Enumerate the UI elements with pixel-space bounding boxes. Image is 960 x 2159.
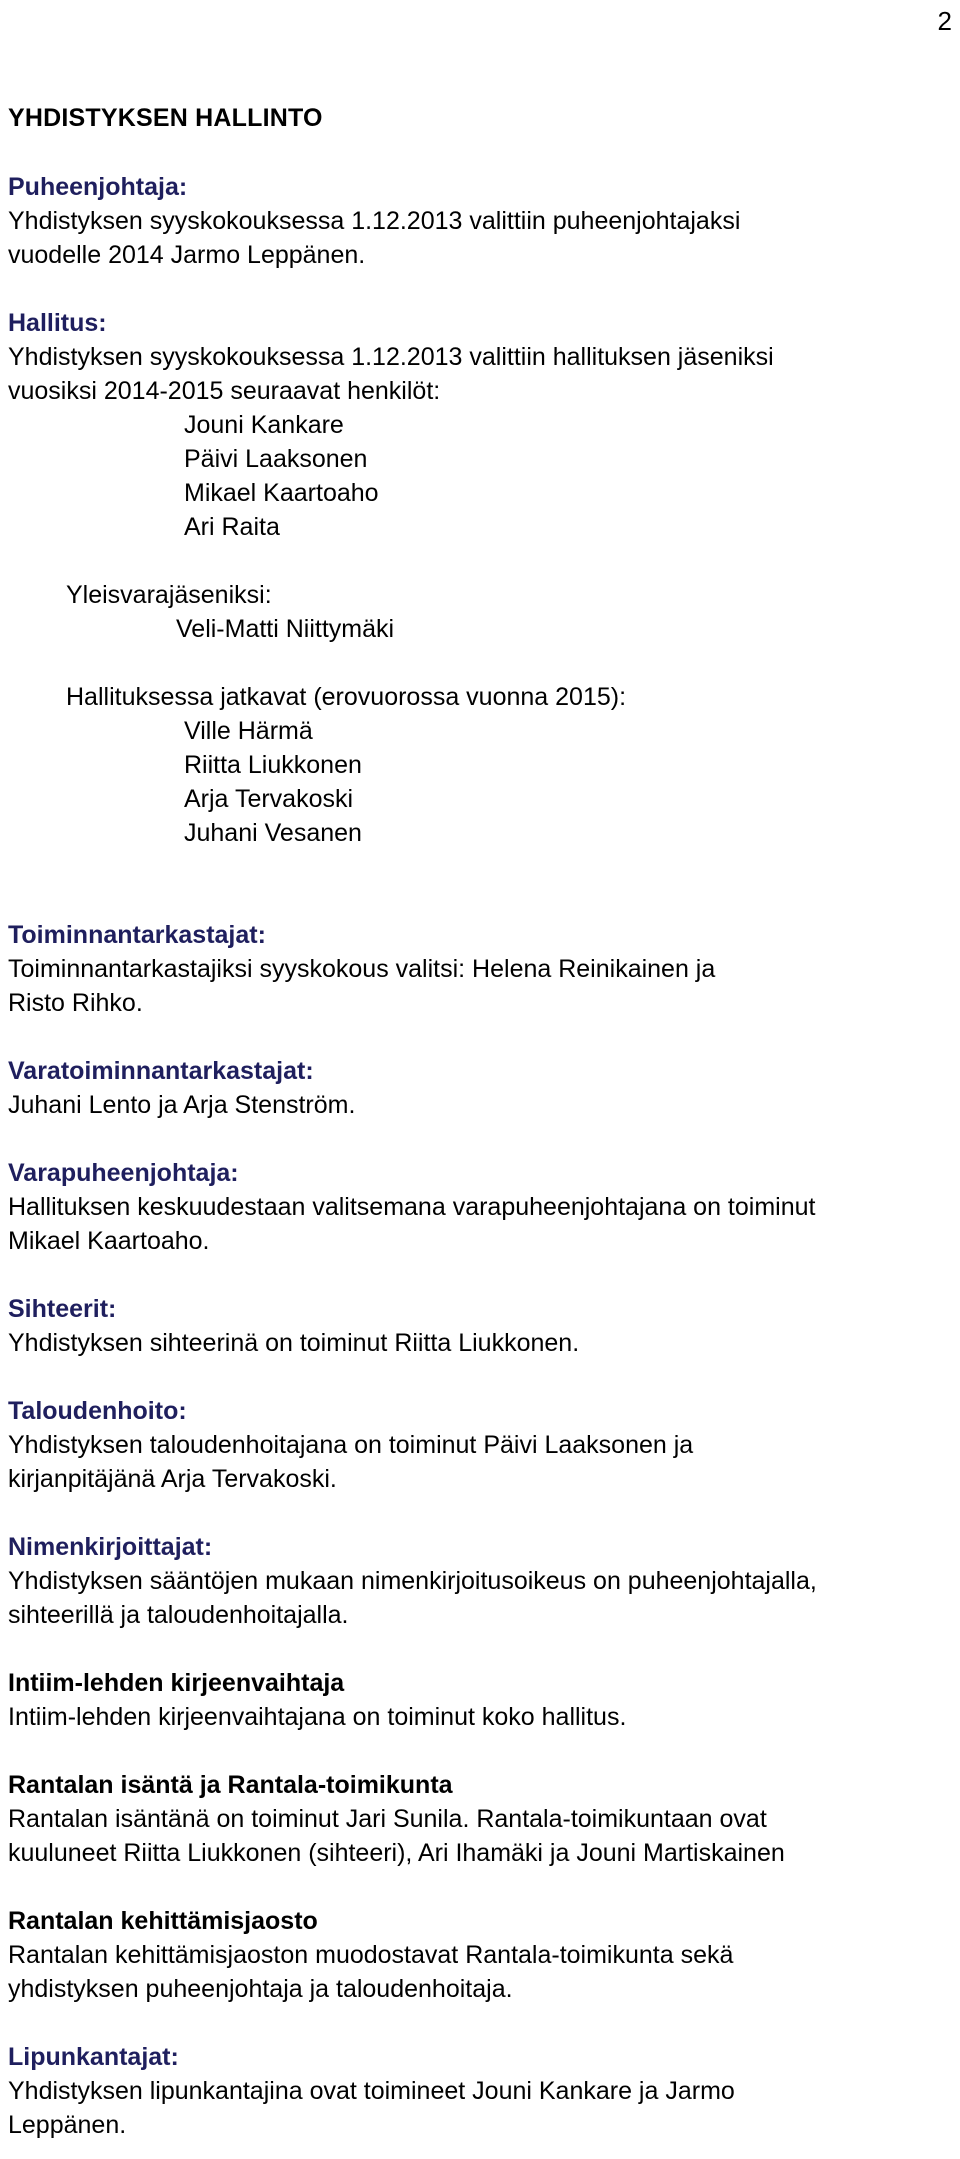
section-heading-puheenjohtaja: Puheenjohtaja: bbox=[8, 173, 188, 201]
section-text-line: Yhdistyksen sihteerinä on toiminut Riitta Liukkonen. bbox=[8, 1329, 580, 1357]
section-heading-taloudenhoito: Taloudenhoito: bbox=[8, 1397, 187, 1425]
continuing-member: Ville Härmä bbox=[184, 717, 313, 745]
section-text-line: Yhdistyksen taloudenhoitajana on toiminut Päivi Laaksonen ja bbox=[8, 1431, 694, 1459]
board-member: Päivi Laaksonen bbox=[184, 445, 368, 473]
section-heading-varatoiminnantarkastajat: Varatoiminnantarkastajat: bbox=[8, 1057, 314, 1085]
section-text-line: sihteerillä ja taloudenhoitajalla. bbox=[8, 1601, 349, 1629]
section-toiminnantarkastajat bbox=[8, 918, 952, 1020]
section-text-line: Yhdistyksen lipunkantajina ovat toimineet Jouni Kankare ja Jarmo bbox=[8, 2077, 735, 2105]
section-heading-toiminnantarkastajat: Toiminnantarkastajat: bbox=[8, 921, 266, 949]
section-heading-lipunkantajat: Lipunkantajat: bbox=[8, 2043, 179, 2071]
section-heading-intiim: Intiim-lehden kirjeenvaihtaja bbox=[8, 1669, 345, 1697]
continuing-label: Hallituksessa jatkavat (erovuorossa vuonna 2015): bbox=[66, 683, 627, 711]
section-text-line: Intiim-lehden kirjeenvaihtajana on toiminut koko hallitus. bbox=[8, 1703, 627, 1731]
continuing-member: Arja Tervakoski bbox=[184, 785, 354, 813]
section-text-line: Yhdistyksen syyskokouksessa 1.12.2013 valittiin hallituksen jäseniksi bbox=[8, 343, 774, 371]
section-sihteerit bbox=[8, 1292, 952, 1360]
section-text-line: Rantalan isäntänä on toiminut Jari Sunila. Rantala-toimikuntaan ovat bbox=[8, 1805, 767, 1833]
section-text-line: yhdistyksen puheenjohtaja ja taloudenhoitaja. bbox=[8, 1975, 513, 2003]
section-intiim bbox=[8, 1666, 952, 1734]
section-heading-hallitus: Hallitus: bbox=[8, 309, 107, 337]
deputy-label: Yleisvarajäseniksi: bbox=[66, 581, 272, 609]
section-kehittamisjaosto bbox=[8, 1904, 952, 2006]
deputy-member: Veli-Matti Niittymäki bbox=[176, 615, 395, 643]
section-text-line: kirjanpitäjänä Arja Tervakoski. bbox=[8, 1465, 337, 1493]
continuing-member: Riitta Liukkonen bbox=[184, 751, 362, 779]
section-text-line: Yhdistyksen syyskokouksessa 1.12.2013 valittiin puheenjohtajaksi bbox=[8, 207, 741, 235]
section-text-line: Mikael Kaartoaho. bbox=[8, 1227, 210, 1255]
section-heading-nimenkirjoittajat: Nimenkirjoittajat: bbox=[8, 1533, 213, 1561]
section-nimenkirjoittajat bbox=[8, 1530, 952, 1632]
section-text-line: Yhdistyksen sääntöjen mukaan nimenkirjoitusoikeus on puheenjohtajalla, bbox=[8, 1567, 817, 1595]
section-lipunkantajat bbox=[8, 2040, 952, 2142]
section-text-line: Toiminnantarkastajiksi syyskokous valitsi: Helena Reinikainen ja bbox=[8, 955, 716, 983]
section-text-line: Hallituksen keskuudestaan valitsemana varapuheenjohtajana on toiminut bbox=[8, 1193, 816, 1221]
continuing-member: Juhani Vesanen bbox=[184, 819, 362, 847]
board-member: Jouni Kankare bbox=[184, 411, 344, 439]
section-text-line: vuodelle 2014 Jarmo Leppänen. bbox=[8, 241, 366, 269]
section-text-line: Risto Rihko. bbox=[8, 989, 143, 1017]
section-rantala bbox=[8, 1768, 952, 1870]
section-taloudenhoito bbox=[8, 1394, 952, 1496]
board-member: Mikael Kaartoaho bbox=[184, 479, 379, 507]
section-hallitus bbox=[8, 306, 952, 850]
page-title: YHDISTYKSEN HALLINTO bbox=[8, 104, 323, 132]
section-text-line: Rantalan kehittämisjaoston muodostavat Rantala-toimikunta sekä bbox=[8, 1941, 734, 1969]
page-number: 2 bbox=[937, 6, 952, 36]
section-heading-sihteerit: Sihteerit: bbox=[8, 1295, 117, 1323]
section-varatoiminnantarkastajat bbox=[8, 1054, 952, 1122]
section-text-line: kuuluneet Riitta Liukkonen (sihteeri), Ari Ihamäki ja Jouni Martiskainen bbox=[8, 1839, 785, 1867]
section-heading-kehittamisjaosto: Rantalan kehittämisjaosto bbox=[8, 1907, 318, 1935]
section-text-line: vuosiksi 2014-2015 seuraavat henkilöt: bbox=[8, 377, 441, 405]
section-text-line: Leppänen. bbox=[8, 2111, 127, 2139]
section-heading-varapuheenjohtaja: Varapuheenjohtaja: bbox=[8, 1159, 239, 1187]
board-member: Ari Raita bbox=[184, 513, 280, 541]
section-heading-rantala: Rantalan isäntä ja Rantala-toimikunta bbox=[8, 1771, 453, 1799]
section-text-line: Juhani Lento ja Arja Stenström. bbox=[8, 1091, 356, 1119]
section-puheenjohtaja bbox=[8, 170, 952, 272]
section-varapuheenjohtaja bbox=[8, 1156, 952, 1258]
